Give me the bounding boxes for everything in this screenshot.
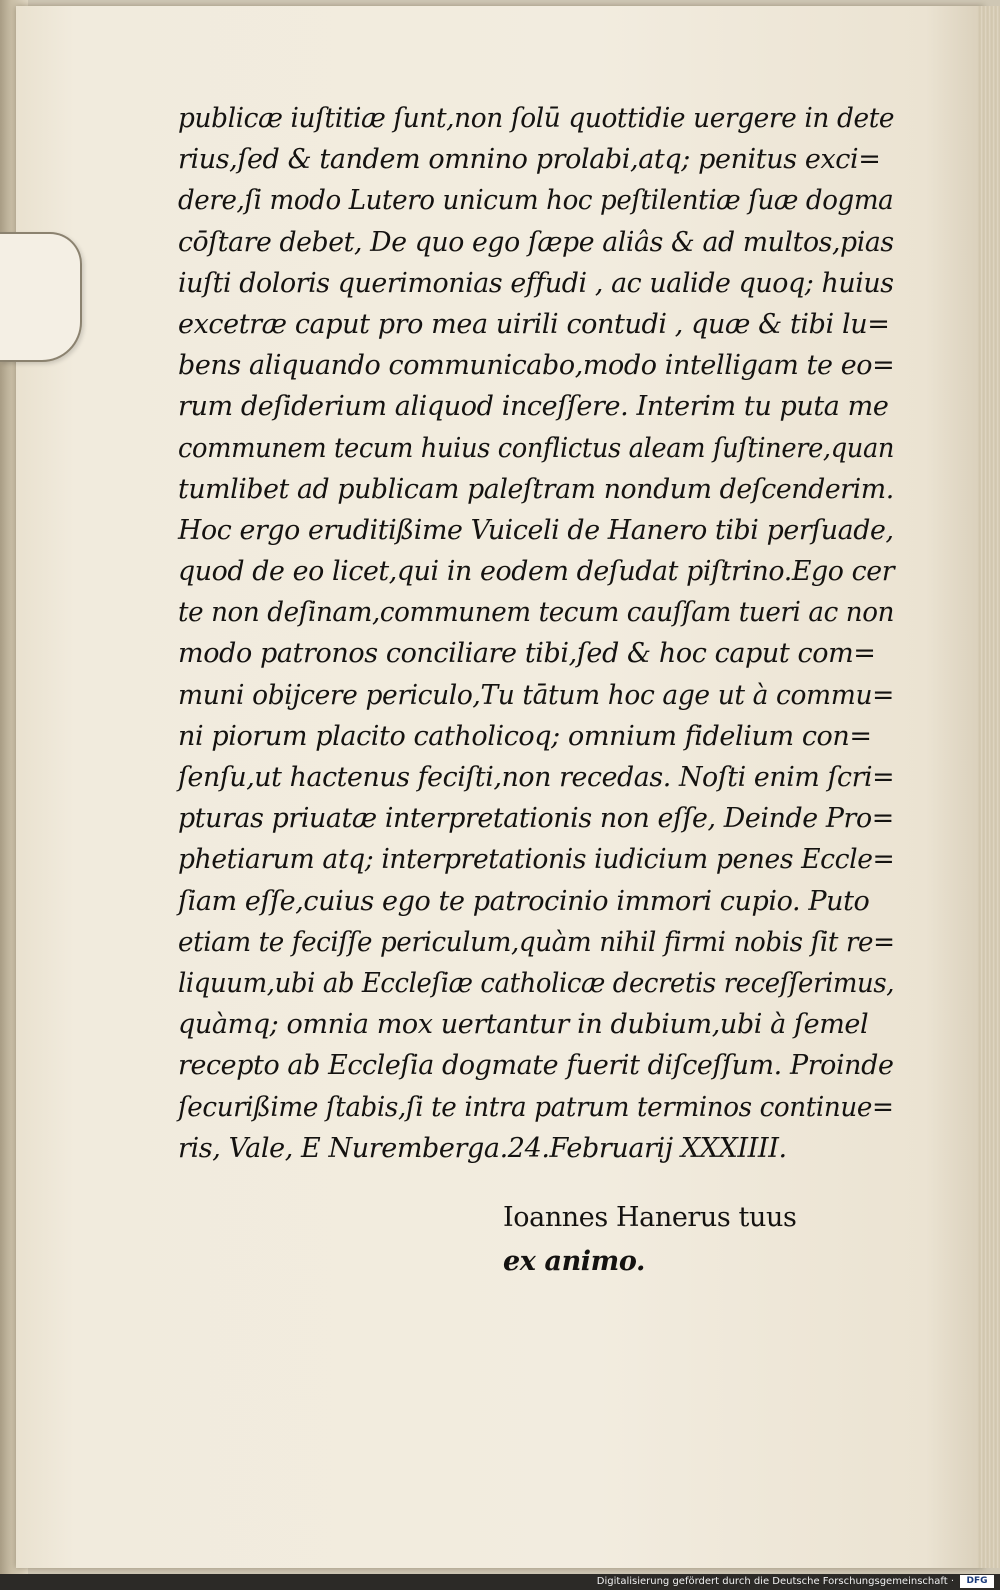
footer-credit: Digitalisierung gefördert durch die Deutsche Forschungsgemeinschaft · [596, 1576, 954, 1587]
page-clip-tab [0, 232, 82, 362]
text-line: liquum,ubi ab Eccleſiæ catholicæ decretis receſſerimus, [178, 967, 895, 999]
text-line: quàmq; omnia mox uertantur in dubium,ubi à ſemel [178, 1009, 869, 1041]
signature-name: Ioannes Hanerus tuus [503, 1202, 797, 1233]
text-line: communem tecum huius conflictus aleam ſuſtinere,quan [178, 432, 895, 464]
text-line: dere,ſi modo Lutero unicum hoc peſtilentiæ ſuæ dogma [178, 185, 894, 217]
text-line: iuſti doloris querimonias effudi , ac ualide quoq; huius [178, 267, 894, 299]
text-line: pturas priuatæ interpretationis non eſſe, Deinde Pro= [178, 803, 894, 835]
text-line: etiam te feciſſe periculum,quàm nihil firmi nobis ſit re= [178, 926, 895, 958]
text-line: rius,ſed & tandem omnino prolabi,atq; penitus exci= [178, 144, 881, 176]
text-line: tumlibet ad publicam paleſtram nondum deſcenderim. [178, 473, 894, 505]
text-line: recepto ab Eccleſia dogmate fuerit diſceſſum. Proinde [178, 1050, 894, 1082]
signature-closing: ex animo. [503, 1246, 645, 1277]
dfg-logo-icon: DFG [960, 1575, 994, 1588]
text-line: ni piorum placito catholicoq; omnium fidelium con= [178, 720, 872, 752]
text-line: modo patronos conciliare tibi,ſed & hoc caput com= [178, 638, 876, 670]
text-line: te non deſinam,communem tecum cauſſam tueri ac non [178, 597, 895, 629]
text-line: muni obijcere periculo,Tu tātum hoc age ut à commu= [178, 679, 894, 711]
signature-block [503, 1196, 796, 1284]
text-line: ſiam eſſe,cuius ego te patrocinio immori cupio. Puto [178, 885, 870, 917]
text-line: bens aliquando communicabo,modo intelligam te eo= [178, 350, 895, 382]
page-stack-edge [978, 6, 1000, 1568]
text-line: phetiarum atq; interpretationis iudicium penes Eccle= [178, 844, 895, 876]
text-line: publicæ iuſtitiæ ſunt,non ſolū quottidie uergere in dete [178, 103, 895, 134]
text-line: ris, Vale, E Nuremberga.24.Februarij XXXIIII. [178, 1132, 787, 1164]
text-line: rum deſiderium aliquod inceſſere. Interim tu puta me [178, 391, 889, 423]
text-line: excetræ caput pro mea uirili contudi , quæ & tibi lu= [178, 308, 890, 340]
text-line: cōſtare debet, De quo ego ſæpe aliâs & ad multos,pias [178, 226, 894, 258]
text-line: ſecurißime ſtabis,ſi te intra patrum terminos continue= [178, 1091, 894, 1123]
body-text [178, 98, 894, 1169]
footer-bar [0, 1574, 1000, 1590]
text-line: ſenſu,ut hactenus feciſti,non recedas. Noſti enim ſcri= [178, 762, 895, 793]
text-line: quod de eo licet,qui in eodem deſudat piſtrino.Ego cer [178, 556, 895, 588]
text-line: Hoc ergo eruditißime Vuiceli de Hanero tibi perſuade, [178, 514, 894, 546]
